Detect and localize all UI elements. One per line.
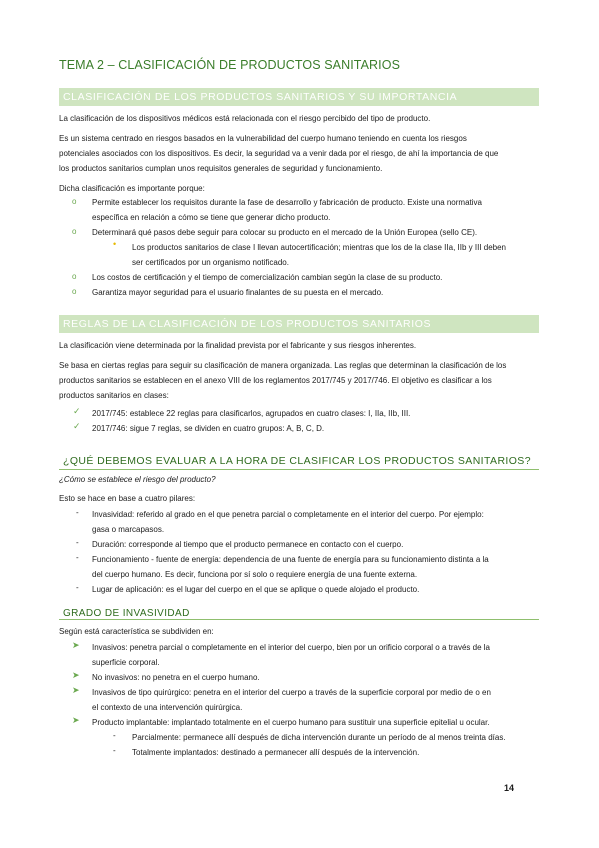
list-item: Garantiza mayor seguridad para el usuario finalantes de su puesta en el mercado.	[92, 288, 384, 297]
section-heading-reglas: REGLAS DE LA CLASIFICACIÓN DE LOS PRODUCTOS SANITARIOS	[59, 315, 539, 333]
arrow-bullet-icon: ➤	[72, 715, 80, 725]
dash-bullet-icon: -	[76, 553, 79, 562]
paragraph: La clasificación viene determinada por la finalidad prevista por el fabricante y sus riesgos inherentes.	[59, 341, 417, 350]
paragraph-line: Se basa en ciertas reglas para seguir su clasificación de manera organizada. Las reglas que determinan la clasificación de los	[59, 361, 507, 370]
list-item: Invasivos: penetra parcial o completamente en el interior del cuerpo, bien por un orificio corporal o a través de la	[92, 643, 490, 652]
paragraph-line: productos sanitarios se establecen en el anexo VIII de los reglamentos 2017/745 y 2017/746. El objetivo es clasificar a los	[59, 376, 492, 385]
square-bullet-icon: •	[113, 239, 117, 249]
arrow-bullet-icon: ➤	[72, 640, 80, 650]
dash-bullet-icon: -	[113, 746, 116, 755]
list-item: Duración: corresponde al tiempo que el producto permanece en contacto con el cuerpo.	[92, 540, 404, 549]
dash-bullet-icon: -	[76, 538, 79, 547]
list-item: Invasividad: referido al grado en el que penetra parcial o completamente en el interior del cuerpo. Por ejemplo:	[92, 510, 484, 519]
list-item: Permite establecer los requisitos durante la fase de desarrollo y fabricación de producto. Existe una normativa	[92, 198, 482, 207]
list-item-continuation: gasa o marcapasos.	[92, 525, 165, 534]
section-heading-text: GRADO DE INVASIVIDAD	[63, 608, 190, 619]
checkmark-icon: ✓	[73, 421, 81, 431]
paragraph: Dicha clasificación es importante porque:	[59, 184, 205, 193]
paragraph-line: potenciales asociados con los dispositivos. Es decir, la seguridad va a venir dada por el riesgo, de ahí la importancia de que	[59, 149, 499, 158]
paragraph: Según está característica se subdividen en:	[59, 627, 214, 636]
section-heading-clasificacion: CLASIFICACIÓN DE LOS PRODUCTOS SANITARIOS Y SU IMPORTANCIA	[59, 88, 539, 106]
list-item: Producto implantable: implantado totalmente en el cuerpo humano para sustituir una superficie epitelial u ocular.	[92, 718, 490, 727]
paragraph-line: Es un sistema centrado en riesgos basados en la vulnerabilidad del cuerpo humano teniendo en cuenta los riesgos	[59, 134, 467, 143]
checkmark-icon: ✓	[73, 406, 81, 416]
list-item-continuation: superficie corporal.	[92, 658, 160, 667]
arrow-bullet-icon: ➤	[72, 670, 80, 680]
sub-list-item: Totalmente implantados: destinado a permanecer allí después de la intervención.	[132, 748, 420, 757]
page-title: TEMA 2 – CLASIFICACIÓN DE PRODUCTOS SANITARIOS	[59, 58, 401, 72]
section-heading-evaluar	[59, 451, 539, 470]
dash-bullet-icon: -	[76, 508, 79, 517]
dash-bullet-icon: -	[76, 583, 79, 592]
circle-bullet-icon: o	[72, 287, 77, 296]
circle-bullet-icon: o	[72, 272, 77, 281]
section-heading-invasividad	[59, 603, 539, 620]
section-heading-text: ¿QUÉ DEBEMOS EVALUAR A LA HORA DE CLASIFICAR LOS PRODUCTOS SANITARIOS?	[63, 455, 531, 467]
list-item: 2017/745: establece 22 reglas para clasificarlos, agrupados en cuatro clases: I, IIa, IIb, III.	[92, 409, 411, 418]
page-number: 14	[504, 783, 515, 793]
paragraph: Esto se hace en base a cuatro pilares:	[59, 494, 196, 503]
circle-bullet-icon: o	[72, 197, 77, 206]
list-item: No invasivos: no penetra en el cuerpo humano.	[92, 673, 260, 682]
sub-list-item: Parcialmente: permanece allí después de dicha intervención durante un período de al menos treinta días.	[132, 733, 506, 742]
sub-list-item-continuation: ser certificados por un organismo notificado.	[132, 258, 289, 267]
list-item: Determinará qué pasos debe seguir para colocar su producto en el mercado de la Unión Europea (sello CE).	[92, 228, 478, 237]
paragraph-line: productos sanitarios en clases:	[59, 391, 169, 400]
list-item-continuation: del cuerpo humano. Es decir, funciona por sí solo o requiere energía de una fuente externa.	[92, 570, 418, 579]
list-item: 2017/746: sigue 7 reglas, se dividen en cuatro grupos: A, B, C, D.	[92, 424, 325, 433]
list-item-continuation: específica en relación a cómo se tiene que generar dicho producto.	[92, 213, 331, 222]
circle-bullet-icon: o	[72, 227, 77, 236]
paragraph-line: los productos sanitarios cumplan unos requisitos generales de seguridad y funcionamiento.	[59, 164, 383, 173]
list-item-continuation: el contexto de una intervención quirúrgica.	[92, 703, 243, 712]
sub-list-item: Los productos sanitarios de clase I llevan autocertificación; mientras que los de la clase IIa, IIb y III deben	[132, 243, 506, 252]
paragraph: La clasificación de los dispositivos médicos está relacionada con el riesgo percibido del tipo de producto.	[59, 114, 431, 123]
list-item: Funcionamiento - fuente de energía: dependencia de una fuente de energía para su funcionamiento distinta a la	[92, 555, 489, 564]
question-text: ¿Cómo se establece el riesgo del producto?	[59, 475, 216, 484]
list-item: Invasivos de tipo quirúrgico: penetra en el interior del cuerpo a través de la superficie corporal por medio de o en	[92, 688, 491, 697]
arrow-bullet-icon: ➤	[72, 685, 80, 695]
list-item: Lugar de aplicación: es el lugar del cuerpo en el que se aplique o quede alojado el producto.	[92, 585, 420, 594]
list-item: Los costos de certificación y el tiempo de comercialización cambian según la clase de su producto.	[92, 273, 443, 282]
dash-bullet-icon: -	[113, 731, 116, 740]
